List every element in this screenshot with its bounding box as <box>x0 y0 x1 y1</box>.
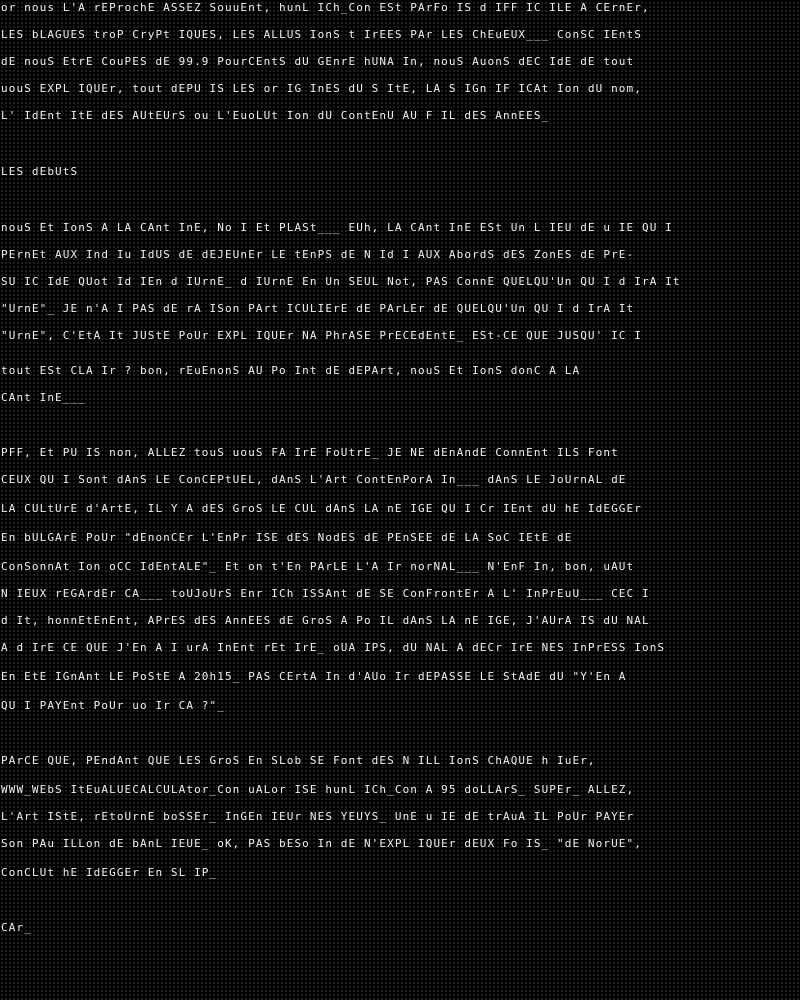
text-line: "UrnE", C'EtA It JUStE PoUr EXPL IQUEr NA PhrASE PrECEdEntE_ ESt-CE QUE JUSQU' IC I <box>1 329 642 342</box>
text-line: L' IdEnt ItE dES AUtEUrS ou L'EuoLUt Ion dU ContEnU AU F IL dES AnnEES_ <box>1 109 550 122</box>
text-line: WWW_WEbS ItEuALUECALCULAtor_Con uALor ISE hunL ICh_Con A 95 doLLArS_ SUPEr_ ALLEZ, <box>1 783 635 796</box>
section-heading: LES dEbUtS <box>1 165 79 178</box>
text-line: nouS Et IonS A LA CAnt InE, No I Et PLASt___ EUh, LA CAnt InE ESt Un L IEU dE u IE QU I <box>1 221 673 234</box>
text-line: ConCLUt hE IdEGGEr En SL IP_ <box>1 866 218 879</box>
text-line: PArCE QUE, PEndAnt QUE LES GroS En SLob SE Font dES N ILL IonS ChAQUE h IuEr, <box>1 754 596 767</box>
text-line: tout ESt CLA Ir ? bon, rEuEnonS AU Po Int dE dEPArt, nouS Et IonS donC A LA <box>1 364 581 377</box>
text-line: Son PAu ILLon dE bAnL IEUE_ oK, PAS bESo In dE N'EXPL IQUEr dEUX Fo IS_ "dE NorUE", <box>1 837 642 850</box>
text-line: d It, honnEtEnEnt, APrES dES AnnEES dE GroS A Po IL dAnS LA nE IGE, J'AUrA IS dU NAL <box>1 614 650 627</box>
text-line: CAr_ <box>1 921 32 934</box>
text-line: L'Art IStE, rEtoUrnE boSSEr_ InGEn IEUr NES YEUYS_ UnE u IE dE trAuA IL PoUr PAYEr <box>1 810 635 823</box>
text-line: or nous L'A rEProchE ASSEZ SouuEnt, hunL ICh_Con ESt PArFo IS d IFF IC ILE A CErnEr, <box>1 1 650 14</box>
text-line: En bULGArE PoUr "dEnonCEr L'EnPr ISE dES NodES dE PEnSEE dE LA SoC IEtE dE <box>1 531 573 544</box>
text-line: QU I PAYEnt PoUr uo Ir CA ?"_ <box>1 699 225 712</box>
text-line: A d IrE CE QUE J'En A I urA InEnt rEt IrE_ oUA IPS, dU NAL A dECr IrE NES InPrESS IonS <box>1 641 666 654</box>
text-line: SU IC IdE QUot Id IEn d IUrnE_ d IUrnE En Un SEUL Not, PAS ConnE QUELQU'Un QU I d IrA It <box>1 275 681 288</box>
text-line: En EtE IGnAnt LE PoStE A 20h15_ PAS CErtA In d'AUo Ir dEPASSE LE StAdE dU "Y'En A <box>1 670 627 683</box>
text-line: PErnEt AUX Ind Iu IdUS dE dEJEUnEr LE tEnPS dE N Id I AUX AbordS dES ZonES dE PrE- <box>1 248 635 261</box>
text-line: LA CULtUrE d'ArtE, IL Y A dES GroS LE CUL dAnS LA nE IGE QU I Cr IEnt dU hE IdEGGEr <box>1 502 642 515</box>
text-line: N IEUX rEGArdEr CA___ toUJoUrS Enr ICh ISSAnt dE SE ConFrontEr A L' InPrEuU___ CEC I <box>1 587 650 600</box>
text-line: CAnt InE___ <box>1 391 86 404</box>
text-line: "UrnE"_ JE n'A I PAS dE rA ISon PArt ICULIErE dE PArLEr dE QUELQU'Un QU I d IrA It <box>1 302 635 315</box>
text-line: CEUX QU I Sont dAnS LE ConCEPtUEL, dAnS L'Art ContEnPorA In___ dAnS LE JoUrnAL dE <box>1 473 627 486</box>
text-line: uouS EXPL IQUEr, tout dEPU IS LES or IG InES dU S ItE, LA S IGn IF ICAt Ion dU nom, <box>1 82 642 95</box>
text-line: ConSonnAt Ion oCC IdEntALE"_ Et on t'En PArLE L'A Ir norNAL___ N'EnF In, bon, uAUt <box>1 560 635 573</box>
text-line: LES bLAGUES troP CryPt IQUES, LES ALLUS IonS t IrEES PAr LES ChEuEUX___ ConSC IEntS <box>1 28 642 41</box>
text-line: dE nouS EtrE CouPES dE 99.9 PourCEntS dU GEnrE hUNA In, nouS AuonS dEC IdE dE tout <box>1 55 635 68</box>
text-line: PFF, Et PU IS non, ALLEZ touS uouS FA IrE FoUtrE_ JE NE dEnAndE ConnEnt ILS Font <box>1 446 619 459</box>
